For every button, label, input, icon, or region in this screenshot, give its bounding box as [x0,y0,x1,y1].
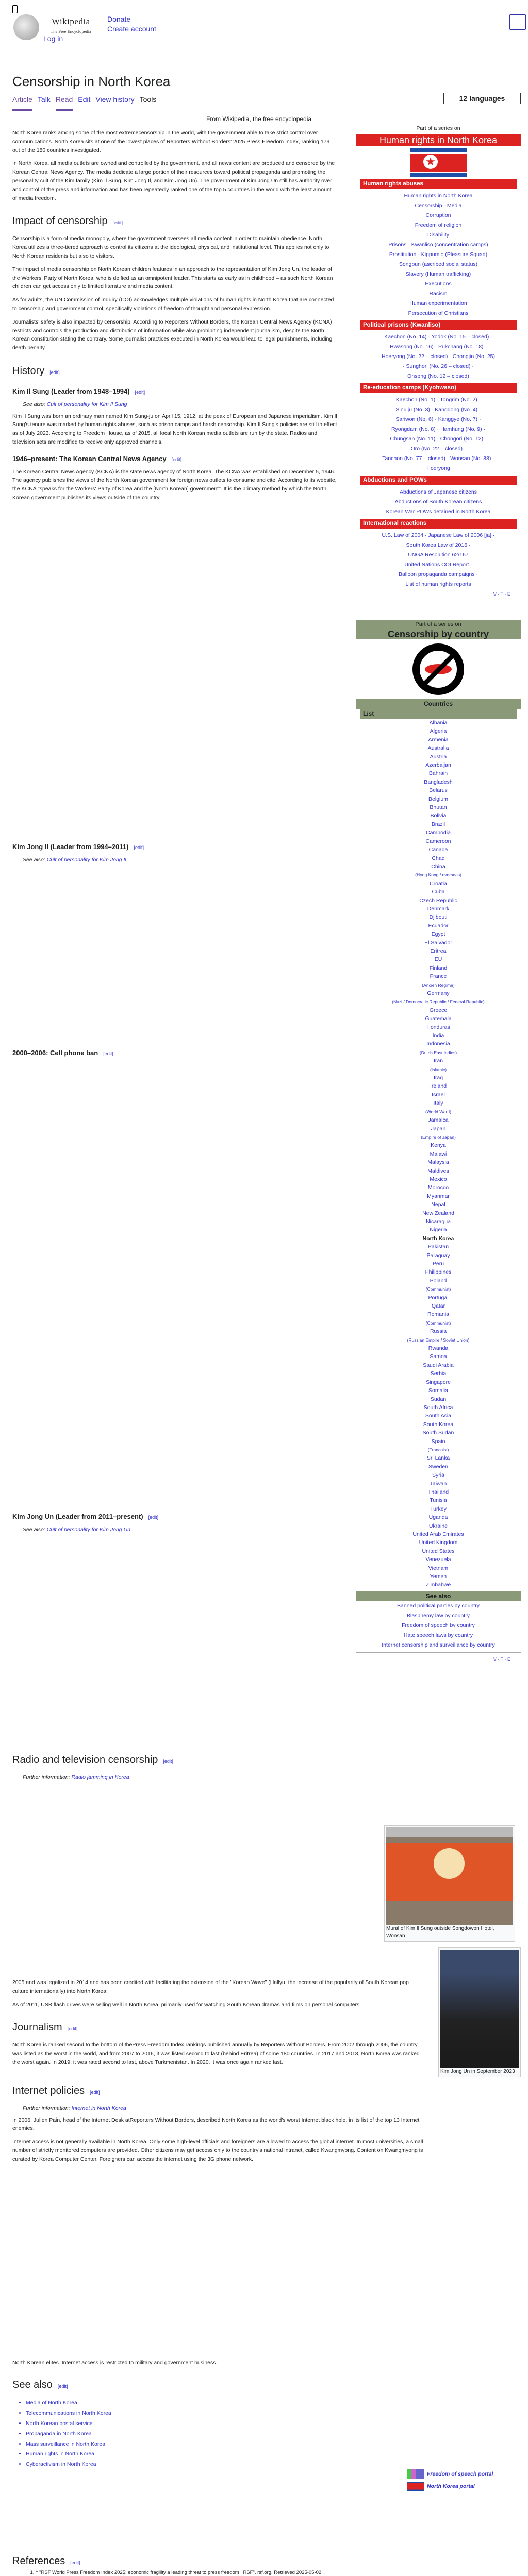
country-link[interactable]: Chad [432,855,445,861]
tab-tools[interactable]: Tools [139,95,157,104]
north-korea-flag-icon [407,2482,424,2491]
mural-figure [384,1825,515,1942]
hr-link-line[interactable]: Persecution of Christians [408,310,469,316]
country-sublink[interactable]: (World War I) [425,1109,452,1114]
hr-link-line[interactable]: Prostitution · Kippumjo (Pleasure Squad) [389,251,488,258]
hr-link-line[interactable]: Human rights in North Korea [404,193,473,199]
tab-view-history[interactable]: View history [95,95,135,104]
censorship-no-lips-icon [412,643,464,695]
hr-link-line[interactable]: Executions [425,281,452,287]
country-link[interactable]: Myanmar [427,1193,450,1199]
hr-link-line[interactable]: Songbun (ascribed social status) [399,261,478,267]
country-link[interactable]: France [430,973,447,980]
country-link[interactable]: Italy [433,1100,443,1107]
country-sublink[interactable]: (Dutch East Indies) [419,1049,457,1055]
hr-link-line[interactable]: Corruption [425,212,451,218]
donate-link[interactable]: Donate [107,15,131,23]
country-link[interactable]: Bahrain [428,770,448,777]
see-also-item[interactable]: • Media of North Korea [26,2398,476,2409]
country-link[interactable]: Ukraine [428,1522,448,1529]
hr-link-line[interactable]: Slavery (Human trafficking) [405,271,471,277]
impact-heading: Impact of censorship [edit] [12,215,123,227]
country-link[interactable]: Paraguay [426,1252,450,1259]
hr-link-line[interactable]: Hwasong (No. 16) · Pukchang (No. 18) · [390,344,487,350]
internet-last [12,2359,476,2470]
country-link[interactable]: Bhutan [430,804,447,811]
country-link[interactable]: Nicaragua [426,1218,451,1225]
country-link[interactable]: Cambodia [426,829,451,836]
country-link[interactable]: Canada [428,846,448,853]
kji-see-also: See also: Cult of personality for Kim Jong Il [23,856,126,863]
hr-link-line[interactable]: Ryongdam (No. 8) · Hamhung (No. 9) · [391,426,486,432]
country-link[interactable]: India [432,1032,444,1039]
country-link[interactable]: United Kingdom [419,1539,458,1546]
impact-p2: The impact of media censorship on North Korean children features in an approach to the representation of Kim Jong Un, the leader of the Workers' Party of North Korea, who is deified as an omnipotent leader. This starts as early as in childhood – as such North Korean children can get access only to limited literature and media content. [12,266,333,290]
edit-link[interactable]: [edit] [135,389,145,395]
hr-link-line[interactable]: Censorship · Media [415,202,462,209]
internet-heading: Internet policies [edit] [12,2084,100,2096]
see-also-heading: See also [edit] [12,2379,68,2391]
hr-link-line[interactable]: South Korea Law of 2016 · [406,542,471,548]
cellphone-section [12,1041,337,1062]
edit-link[interactable]: [edit] [112,220,123,226]
edit-link[interactable]: [edit] [67,2026,78,2032]
hr-link-line[interactable]: Sariwon (No. 6) · Kanggye (No. 7) · [395,416,481,422]
country-link[interactable]: Armenia [428,736,449,743]
hr-link-line[interactable]: Kaechon (No. 14) · Yodok (No. 15 – closed) · [384,334,492,340]
country-link[interactable]: Brazil [431,821,446,827]
hr-link-line[interactable]: Onsong (No. 12 – closed) [407,373,469,379]
country-link[interactable]: Samoa [430,1353,447,1360]
hr-link-line[interactable]: Prisons · Kwanliso (concentration camps) [388,242,488,248]
country-link[interactable]: Nepal [431,1201,446,1208]
country-link[interactable]: Azerbaijan [425,762,451,769]
internet-p1: In 2006, Julien Pain, head of the Internet Desk atReporters Without Borders, described North Korea as the world's worst Internet black hole, in its list of the top 13 Internet enemies. [12,2116,420,2132]
edit-link[interactable]: [edit] [134,845,144,850]
country-link[interactable]: Croatia [430,880,447,887]
censorship-by-country-sidebar [356,620,521,1665]
hr-link-line[interactable]: Tanchon (No. 77 – closed) · Wonsan (No. 88) · [382,455,494,462]
journalism-heading: Journalism [edit] [12,2022,78,2033]
country-link[interactable]: Rwanda [428,1345,449,1352]
country-link[interactable]: Belgium [428,795,448,802]
mural-caption: Mural of Kim Il Sung outside Songdowon Hotel, Wonsan [386,1926,494,1939]
cbox-part-of: Part of a series on [415,621,461,628]
hr-link-line[interactable]: List of human rights reports [405,581,471,587]
cbox-see-also-link[interactable]: Freedom of speech by country [402,1622,475,1629]
country-link[interactable]: Austria [430,753,447,760]
kju-figure [438,1947,521,2077]
radio-further-info: Further information: Radio jamming in Korea [23,1774,129,1781]
hr-link-line[interactable]: Abductions of South Korean citizens [394,499,482,505]
north-korea-portal[interactable]: North Korea portal [407,2480,493,2493]
cbox-vte[interactable]: V · T · E [493,1656,510,1662]
country-link[interactable]: Kenya [431,1142,446,1149]
country-link[interactable]: Poland [430,1277,447,1284]
kji-heading: Kim Jong Il (Leader from 1994–2011) [edit] [12,843,144,851]
country-sublink[interactable]: (Nazi / Democratic Republic / Federal Republic) [392,999,485,1005]
country-sublink[interactable]: (Empire of Japan) [421,1134,456,1140]
country-link[interactable]: Japan [431,1125,446,1132]
search-button[interactable] [509,14,526,30]
country-link[interactable]: Cameroon [425,838,451,844]
hr-section-header: Re-education camps (Kyohwaso) [360,383,517,393]
history-heading: History [edit] [12,365,60,377]
kju-section [12,1504,337,1537]
edit-link[interactable]: [edit] [57,2383,68,2389]
country-sublink[interactable]: (Hong Kong / overseas) [415,872,461,878]
impact-p4: Journalists' safety is also impacted by censorship. According to Reporters Without Borders, the Korean Central News Agency (KCNA) restricts and controls the production and distribution of information while also prohibiting independent journalism, despite the North Korean constitution stating the contrary. Some journalist practices executed in North Korea would lead to legal punishments, including death penalty. [12,318,333,351]
country-link[interactable]: Czech Republic [419,897,457,904]
wikipedia-globe-logo[interactable] [13,14,39,40]
country-link[interactable]: Israel [432,1091,445,1098]
hr-link-line[interactable]: Hoeryong [426,465,450,471]
edit-link[interactable]: [edit] [50,369,60,375]
hr-vte[interactable]: V · T · E [493,591,510,597]
edit-link[interactable]: [edit] [70,2560,80,2565]
country-link[interactable]: Taiwan [430,1480,447,1487]
country-link[interactable]: Malaysia [427,1159,449,1166]
country-link[interactable]: Maldives [427,1167,449,1174]
country-link[interactable]: Indonesia [426,1041,450,1047]
country-sublink[interactable]: (Russian Empire / Soviet Union) [407,1337,470,1343]
kju-see-also: See also: Cult of personality for Kim Jong Un [23,1526,130,1533]
country-link[interactable]: Thailand [427,1488,449,1495]
country-link[interactable]: Finland [429,964,448,971]
country-link[interactable]: Venezuela [425,1556,451,1563]
country-link[interactable]: Morocco [427,1184,449,1191]
north-korea-flag-image[interactable] [410,148,467,177]
human-rights-sidebar [356,124,521,599]
freedom-of-speech-portal[interactable]: Freedom of speech portal [407,2468,493,2480]
country-sublink[interactable]: (Communist) [425,1286,451,1292]
edit-link[interactable]: [edit] [103,1051,113,1056]
country-link[interactable]: Tunisia [430,1497,447,1504]
see-also-item[interactable]: • Propaganda in North Korea [26,2429,476,2439]
edit-link[interactable]: [edit] [163,1759,173,1764]
site-header [0,0,528,46]
impact-p1: Censorship is a form of media monopoly, where the government oversees all media content in order to maintain obedience. North Korea utilizes a three-tiered approach to control its citizens at the ideological, physical, and institutional level. This applies not only to North Korean residents but also to visitors. [12,235,329,259]
wordmark-text: Wikipedia [52,16,90,26]
country-link[interactable]: Sudan [430,1396,447,1402]
create-account-link[interactable]: Create account [107,25,156,33]
country-link[interactable]: China [431,863,446,870]
hr-section-header: Abductions and POWs [360,476,517,485]
page-title: Censorship in North Korea [12,74,171,89]
radio-tail-p1: 2005 and was legalized in 2014 and has been credited with facilitating the extension of the "Korean Wave" (Hallyu, the increase of the popularity of South Korean pop culture internationally) into North Korea. [12,1979,409,1994]
wikipedia-wordmark[interactable] [51,15,91,35]
country-link[interactable]: Albania [429,720,448,726]
log-in-link[interactable]: Log in [43,35,63,43]
country-link[interactable]: Turkey [430,1505,447,1512]
references-list-top [12,2568,523,2576]
country-link[interactable]: Denmark [427,905,450,912]
country-link[interactable]: Bangladesh [424,778,453,785]
impact-p3: As for adults, the UN Commission of Inquiry (COI) acknowledges multiple violations of human rights in North Korea that are connected to censorship and government control, specifically violations of freedom of thought and personal expression. [12,297,334,312]
hr-link-line[interactable]: Freedom of religion [415,222,462,228]
see-also-item[interactable]: • Telecommunications in North Korea [26,2409,476,2419]
cbox-see-also-link[interactable]: Internet censorship and surveillance by country [382,1641,495,1648]
country-link[interactable]: Yemen [430,1573,447,1580]
kju-see-also-link[interactable]: Cult of personality for Kim Jong Un [46,1526,130,1533]
tab-talk[interactable]: Talk [37,95,51,104]
tagline: The Free Encyclopedia [51,28,91,34]
main-menu-button[interactable] [12,5,18,13]
country-link[interactable]: Djibouti [429,914,448,921]
hr-link-line[interactable]: Abductions of Japanese citizens [399,489,477,495]
country-link[interactable]: United States [422,1548,455,1554]
kju-caption: Kim Jong Un in September 2023 [440,2069,515,2074]
hr-link-line[interactable]: Disability [427,232,449,238]
country-link[interactable]: Guatemala [425,1015,452,1022]
hr-link-line[interactable]: Korean War POWs detained in North Korea [386,509,491,515]
tab-article[interactable]: Article [12,94,32,111]
language-selector[interactable]: 12 languages [443,93,521,104]
country-link[interactable]: Serbia [430,1370,447,1377]
hr-link-line[interactable]: Racism [429,291,448,297]
kis-p1: Kim Il Sung was born an ordinary man named Kim Sung-ju on April 15, 1912, at the peak of European and Japanese imperialism. Kim Il Sung's tenure was marked by human rights abuses, such as prison camps and harsh censorship. Kim Il Sung's policies are still in effect as of July 2023. According to Freedom House, as of 2015, all local North Korean media outlets are run by the state. Radios and television sets are modified to receive only approved channels. [12,413,337,445]
country-link[interactable]: Egypt [431,931,446,938]
hr-link-line[interactable]: Kaechon (No. 1) · Tongrim (No. 2) · [395,397,481,403]
cellphone-ban-heading: 2000–2006: Cell phone ban [edit] [12,1049,113,1057]
hr-link-line[interactable]: Chungsan (No. 11) · Chongori (No. 12) · [390,436,487,442]
see-also-item[interactable]: • Human rights in North Korea [26,2449,476,2460]
kju-heading: Kim Jong Un (Leader from 2011–present) [edit] [12,1513,159,1520]
article-body-top [12,129,337,507]
country-link[interactable]: United Arab Emirates [412,1531,464,1537]
internet-p2: Internet access is not generally available in North Korea. Only some high-level officials and foreigners are allowed to access the global internet. In most universities, a small number of strictly monitored computers are provided. Other citizens may get access only to the country's national intranet, called Kwangmyong. Content on Kwangmyong is curated by Korea Computer Center. Foreigners can access the internet using the 3G phone network. [12,2139,423,2162]
edit-link[interactable]: [edit] [90,2089,100,2095]
tab-read[interactable]: Read [56,94,73,111]
country-link[interactable]: Spain [431,1438,446,1445]
hr-title[interactable]: Human rights in North Korea [356,134,521,146]
kju-portrait-image[interactable] [440,1950,519,2068]
country-link[interactable]: Bolivia [430,812,447,819]
hr-part-of: Part of a series on [416,125,460,131]
country-link[interactable]: South Asia [425,1413,452,1419]
country-link[interactable]: Somalia [428,1387,448,1394]
hr-link-line[interactable]: Oro (No. 22 – closed) · [410,446,466,452]
hr-link-line[interactable]: Hoeryong (No. 22 – closed) · Chongjin (No. 25) [381,353,496,360]
cbox-see-also-link[interactable]: Hate speech laws by country [403,1632,473,1638]
internet-further-info: Further information: Internet in North Korea [23,2105,126,2111]
hr-section-header: Human rights abuses [360,179,517,189]
cbox-countries-header: Countries [356,699,521,709]
from-wikipedia: From Wikipedia, the free encyclopedia [206,115,312,123]
country-link[interactable]: Uganda [428,1514,448,1521]
country-link[interactable]: Philippines [425,1269,452,1276]
mural-image[interactable] [386,1827,513,1925]
country-sublink[interactable]: (Francoist) [427,1447,449,1452]
country-link[interactable]: Germany [427,990,450,996]
country-link[interactable]: Qatar [431,1303,446,1310]
see-also-item[interactable]: • Mass surveillance in North Korea [26,2439,476,2450]
country-link[interactable]: Malawi [430,1150,447,1157]
country-link[interactable]: Honduras [426,1024,450,1030]
country-link[interactable]: Peru [432,1261,444,1267]
country-sublink[interactable]: (Islamic) [430,1066,447,1072]
hr-link-line[interactable]: U.S. Law of 2004 · Japanese Law of 2006 [ja] · [382,532,495,538]
internet-further-link[interactable]: Internet in North Korea [71,2105,126,2111]
freedom-of-speech-portal-icon [407,2469,424,2479]
country-link[interactable]: South Sudan [422,1430,454,1436]
cbox-title: Censorship by country [387,629,489,639]
radio-tail-p2: As of 2011, USB flash drives were selling well in North Korea, primarily used for watching South Korean dramas and films on personal computers. [12,2001,361,2008]
country-link[interactable]: New Zealand [422,1210,454,1216]
cbox-header [356,620,521,639]
cbox-see-also-link[interactable]: Blasphemy law by country [407,1612,470,1619]
reference-item: 1. ^ "RSF World Press Freedom Index 2025: economic fragility a leading threat to press freedom | RSF". rsf.org. Retrieved 2025-05-02. [36,2568,523,2576]
kji-section [12,835,337,868]
references-heading: References [edit] [12,2555,80,2567]
country-link[interactable]: Saudi Arabia [423,1362,454,1368]
tab-edit[interactable]: Edit [78,95,91,104]
country-sublink[interactable]: (Ancien Régime) [422,982,455,988]
country-link[interactable]: Russia [430,1328,447,1335]
country-link[interactable]: EU [434,956,442,963]
country-link[interactable]: Syria [432,1472,444,1479]
country-link[interactable]: Sri Lanka [426,1455,450,1462]
country-link[interactable]: Nigeria [430,1227,447,1233]
country-link[interactable]: Cuba [432,889,445,895]
country-link[interactable]: Ireland [430,1083,447,1090]
page-tabs [12,94,156,111]
edit-link[interactable]: [edit] [171,456,182,462]
see-also-item[interactable]: • North Korean postal service [26,2419,476,2429]
radio-heading: Radio and television censorship [edit] [12,1754,173,1766]
kji-see-also-link[interactable]: Cult of personality for Kim Jong Il [46,856,126,863]
country-link[interactable]: North Korea [422,1235,454,1242]
country-link[interactable]: Zimbabwe [425,1582,451,1588]
country-link[interactable]: Romania [427,1311,450,1318]
country-link[interactable]: Australia [427,745,449,752]
country-link[interactable]: Belarus [429,787,448,794]
country-link[interactable]: Sweden [428,1463,448,1470]
edit-link[interactable]: [edit] [148,1515,159,1520]
country-link[interactable]: Eritrea [430,947,447,954]
kis-see-also-link[interactable]: Cult of personality for Kim Il Sung [46,401,127,408]
country-sublink[interactable]: (Communist) [425,1320,451,1326]
radio-section [12,1741,337,1785]
country-link[interactable]: South Korea [423,1421,454,1428]
country-link[interactable]: Iraq [433,1075,443,1081]
intro-p1: North Korea ranks among some of the most extremecensorship in the world, with the government able to take strict control over communications. North Korea sits at one of the lowest places of Reporters Without Borders' 2025 Press Freedom Index, ranking 179 out of the 180 countries investigated. [12,130,330,154]
cbox-see-also-link[interactable]: Banned political parties by country [397,1602,480,1609]
country-link[interactable]: Singapore [426,1379,451,1385]
hr-link-line[interactable]: Human experimentation [409,300,467,307]
see-also-item[interactable]: • Cyberactivism in North Korea [26,2460,476,2470]
country-link[interactable]: Mexico [430,1176,447,1182]
country-link[interactable]: Jamaica [428,1117,449,1124]
hr-link-line[interactable]: Sinuiju (No. 3) · Kangdong (No. 4) · [395,406,481,413]
country-link[interactable]: South Africa [423,1404,453,1411]
country-link[interactable]: Vietnam [428,1565,449,1571]
country-link[interactable]: Iran [433,1058,443,1064]
country-link[interactable]: Portugal [428,1294,449,1301]
hr-link-line[interactable]: · Sunghori (No. 26 – closed) · [403,363,474,369]
radio-further-link[interactable]: Radio jamming in Korea [71,1774,129,1781]
hr-link-line[interactable]: Balloon propaganda campaigns · [398,571,478,578]
country-link[interactable]: Ecuador [428,922,449,929]
country-link[interactable]: Greece [429,1007,448,1013]
hr-link-line[interactable]: UNGA Resolution 62/167 [408,552,469,558]
portal-box [407,2468,493,2493]
hr-section-header: Political prisons (Kwanliso) [360,320,517,330]
country-link[interactable]: El Salvador [424,939,452,946]
internet-p-last: North Korean elites. Internet access is restricted to military and government business. [12,2360,218,2366]
kcna-heading: 1946–present: The Korean Central News Agency [edit] [12,454,182,463]
hr-section-header: International reactions [360,519,517,529]
kcna-p1: The Korean Central News Agency (KCNA) is the state news agency of North Korea. The KCNA was established on December 5, 1946. The agency publishes the views of the North Korean government for foreign news outlets to consume and cite. According to its website, the KCNA "speaks for the Workers' Party of Korea and the [North Korean] government". It is the primary method by which the North Korean government publishes its views outside of the country. [12,468,337,501]
intro-p2: In North Korea, all media outlets are owned and controlled by the government, and all news content are produced and censored by the Korean Central News Agency. The media dedicate a large portion of their resources toward political propaganda and promoting the personality cult of the Kim family (Kim Il Sung, Kim Jong Il, and Kim Jong Un). The government of Kim Jong Un still has authority over and control of the press and information and has been repeatedly ranked one of the top 5 countries in the world with the least amount of media freedom. [12,160,335,201]
journalism-p1: North Korea is ranked second to the bottom of thePress Freedom Index rankings published annually by Reporters Without Borders. From 2002 through 2006, the country was listed as the worst in the world, and from 2007 to 2016, it was listed second to last (behind Eritrea) of some 180 countries. In 2017 and 2018, North Korea was ranked the worst again. In 2019, it was rated second to last, above Turkmenistan. In 2020, it was once again ranked last. [12,2042,420,2065]
cbox-see-also-header: See also [356,1591,521,1601]
country-link[interactable]: Algeria [430,728,447,735]
see-also-list [12,2398,476,2470]
kis-see-also: See also: Cult of personality for Kim Il Sung [23,401,127,408]
kis-heading: Kim Il Sung (Leader from 1948–1994) [edit] [12,387,145,395]
cbox-list-header[interactable]: List [360,709,517,719]
article-body-lower [12,1978,425,2168]
hr-link-line[interactable]: United Nations COI Report · [404,562,472,568]
country-link[interactable]: Pakistan [427,1244,449,1250]
